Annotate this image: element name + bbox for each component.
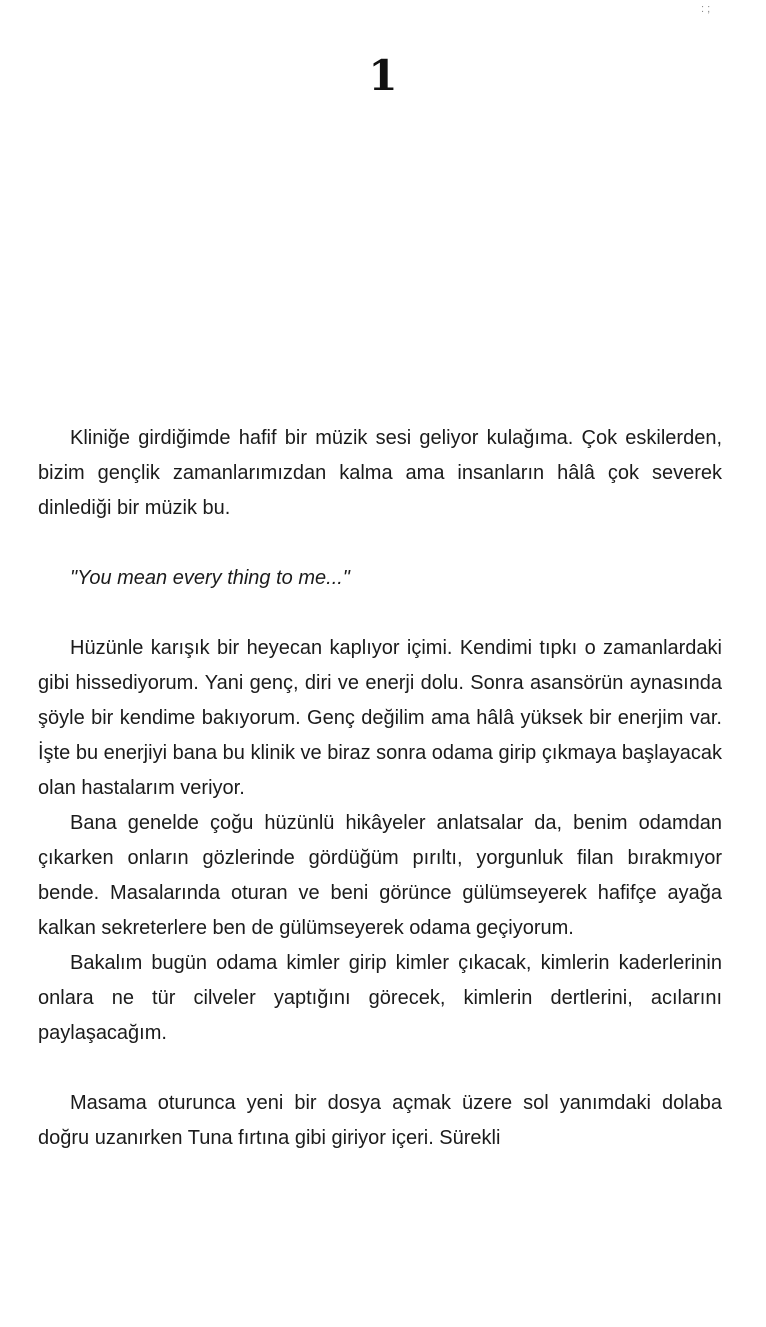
paragraph-4: Bakalım bugün odama kimler girip kimler çıkacak, kimlerin kaderlerinin onlara ne tür cilveler yaptığını görecek, kimlerin dertlerini, acılarını paylaşacağım. <box>38 952 722 1044</box>
corner-mark: : ; <box>701 3 711 15</box>
paragraph-5: Masama oturunca yeni bir dosya açmak üzere sol yanımdaki dolaba doğru uzanırken Tuna fırtına gibi giriyor içeri. Sürekli <box>38 1092 722 1149</box>
paragraph-2: Hüzünle karışık bir heyecan kaplıyor içimi. Kendimi tıpkı o zamanlardaki gibi hissediyorum. Yani genç, diri ve enerji dolu. Sonra asansörün aynasında şöyle bir kendime bakıyorum. Genç değilim ama hâlâ yüksek bir enerjim var. İşte bu enerjiyi bana bu klinik ve biraz sonra odama girip çıkmaya başlayacak olan hastalarım veriyor. <box>38 637 722 799</box>
chapter-body <box>38 421 722 1156</box>
paragraph-3: Bana genelde çoğu hüzünlü hikâyeler anlatsalar da, benim odamdan çıkarken onların gözlerinde gördüğüm pırıltı, yorgunluk filan bırakmıyor bende. Masalarında oturan ve beni görünce gülümseyerek hafifçe ayağa kalkan sekreterlere ben de gülümseyerek odama geçiyorum. <box>38 812 722 939</box>
chapter-number: 1 <box>368 51 398 100</box>
song-quote: "You mean every thing to me..." <box>70 567 350 589</box>
paragraph-1: Kliniğe girdiğimde hafif bir müzik sesi geliyor kulağıma. Çok eskilerden, bizim gençlik zamanlarımızdan kalma ama insanların hâlâ çok severek dinlediği bir müzik bu. <box>38 427 722 519</box>
